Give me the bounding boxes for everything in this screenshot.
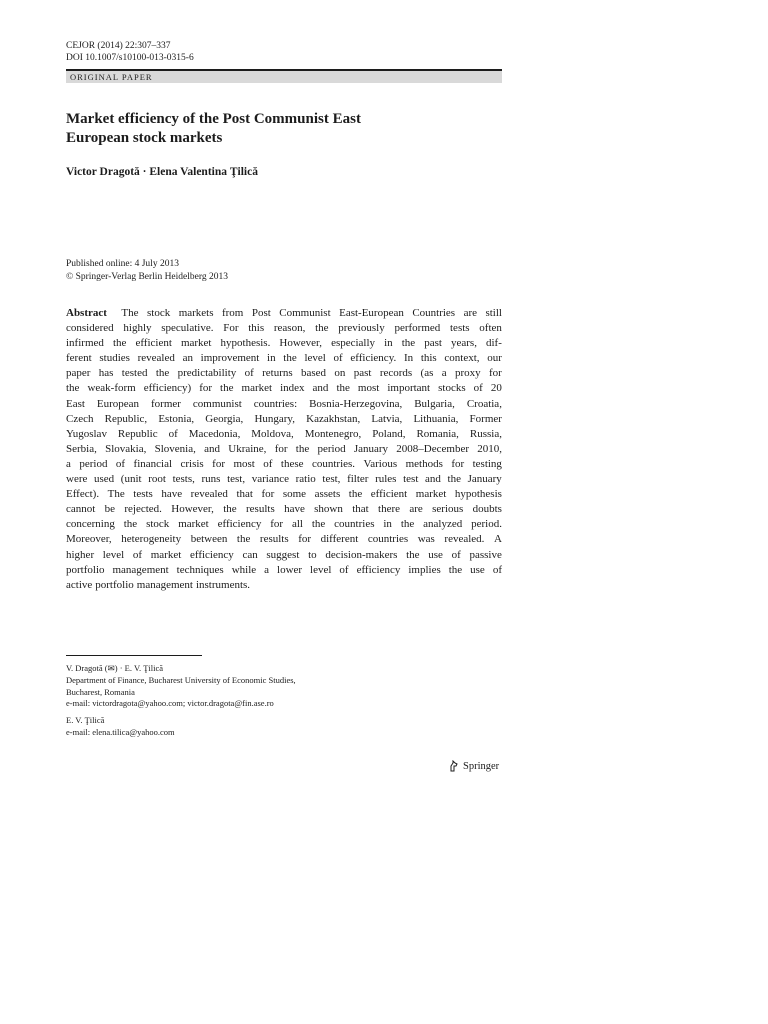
abstract-word: techniques [176, 563, 224, 576]
abstract-word: root [148, 473, 166, 486]
abstract-word: studies [99, 352, 130, 365]
abstract-word: Macedonia, [188, 427, 241, 440]
abstract-word: that [352, 503, 369, 516]
abstract-word: results [246, 503, 275, 516]
abstract-word: passive [469, 548, 502, 561]
abstract-word: most [233, 457, 255, 470]
abstract-word: this [420, 352, 437, 365]
abstract-word: Ukraine, [228, 442, 267, 455]
abstract-word: European [96, 397, 140, 410]
abstract-word: for [298, 533, 312, 546]
abstract-word: Yugoslav [66, 427, 107, 440]
abstract-word: the [336, 382, 350, 395]
abstract-word: stock [146, 518, 170, 531]
abstract-word: for [451, 457, 465, 470]
abstract-word: A [493, 533, 502, 546]
abstract-word: have [284, 503, 305, 516]
abstract-label: Abstract [66, 307, 107, 319]
abstract-word: Czech [66, 412, 94, 425]
abstract-word: was [417, 533, 435, 546]
abstract-word: runs [201, 473, 221, 486]
abstract-word: often [479, 322, 502, 335]
abstract-word: be [104, 503, 116, 516]
abstract-word: However, [171, 503, 214, 516]
abstract-word: on [334, 367, 346, 380]
abstract-word: countries: [253, 397, 298, 410]
abstract-word: reason, [273, 322, 306, 335]
abstract-word: infirmed [66, 337, 104, 350]
abstract-word: 2008–December [396, 442, 469, 455]
abstract-word: the [223, 503, 237, 516]
abstract-word: previously [338, 322, 385, 335]
abstract-word: market [178, 518, 209, 531]
abstract-word: based [301, 367, 327, 380]
abstract-word: Communist [279, 307, 331, 319]
abstract-word: efficiency [189, 548, 234, 561]
abstract-word: most [357, 382, 380, 395]
abstract-word: of [333, 352, 343, 365]
publication-info [66, 258, 228, 283]
abstract-word: of [168, 427, 178, 440]
footnote-divider [66, 655, 202, 656]
copyright-notice: © Springer-Verlag Berlin Heidelberg 2013 [66, 271, 228, 282]
author-affiliations [66, 663, 296, 739]
abstract-word: paper [66, 367, 91, 380]
abstract-word: a [441, 367, 447, 380]
abstract-word: Bosnia-Herzegovina, [309, 397, 403, 410]
abstract-word: efficient [370, 488, 408, 501]
abstract-word: management [136, 578, 193, 591]
abstract-word: of [115, 457, 126, 470]
abstract-word: Moldova, [251, 427, 294, 440]
abstract-word: communist [192, 397, 242, 410]
abstract-line [66, 457, 502, 472]
abstract-word: portfolio [95, 578, 134, 591]
abstract-word: revealed [137, 352, 175, 365]
abstract-word: rules [375, 473, 397, 486]
abstract-word: and [312, 382, 329, 395]
abstract-word: returns [262, 367, 293, 380]
abstract-word: financial [133, 457, 173, 470]
abstract-word: past [424, 337, 442, 350]
abstract-word: all [291, 518, 303, 531]
abstract-word: East [66, 397, 85, 410]
abstract-word: records [379, 367, 413, 380]
abstract-word: assets [314, 488, 341, 501]
abstract-line [66, 532, 502, 547]
abstract-word: in [384, 337, 393, 350]
abstract-word: for [274, 442, 288, 455]
title-line: European stock markets [66, 130, 223, 146]
abstract-word: Kazakhstan, [306, 412, 361, 425]
abstract-word: efficiency [217, 518, 262, 531]
email-line: e-mail: victordragota@yahoo.com; victor.dragota@fin.ase.ro [66, 698, 274, 709]
abstract-word: results [259, 533, 289, 546]
abstract-word: Georgia, [205, 412, 244, 425]
abstract-line [66, 427, 502, 442]
abstract-word: some [282, 488, 307, 501]
abstract-word: can [242, 548, 258, 561]
abstract-word: (unit [120, 473, 142, 486]
abstract-word: performed [394, 322, 441, 335]
abstract-word: Montenegro, [304, 427, 362, 440]
abstract-word: markets [178, 307, 214, 319]
abstract-word: that [236, 488, 253, 501]
abstract-word: the [448, 563, 463, 576]
abstract-word: tested [121, 367, 148, 380]
abstract-word: the [401, 337, 416, 350]
abstract-word: Effect). [66, 488, 100, 501]
abstract-word: has [98, 367, 114, 380]
abstract-word: while [231, 563, 257, 576]
abstract-word: former [151, 397, 181, 410]
abstract-word: level [304, 352, 326, 365]
abstract-word: countries [334, 518, 375, 531]
springer-horse-icon [448, 760, 460, 772]
abstract-word: the [123, 518, 138, 531]
abstract-word: context, [444, 352, 480, 365]
abstract-word: analyzed [423, 518, 463, 531]
abstract-word: Countries [412, 307, 456, 319]
abstract-word: test, [227, 473, 246, 486]
abstract-word: proxy [454, 367, 481, 380]
abstract-word: Croatia, [466, 397, 502, 410]
abstract-word: market [150, 548, 182, 561]
abstract-word: suggest [266, 548, 300, 561]
abstract-word: these [280, 457, 304, 470]
abstract-word: efficiency [356, 563, 401, 576]
abstract-word: Republic, [104, 412, 148, 425]
abstract-word: portfolio [66, 563, 105, 576]
abstract-word: the [295, 442, 310, 455]
abstract-word: doubts [472, 503, 502, 516]
abstract-word: January [353, 442, 389, 455]
abstract-word: variance [251, 473, 289, 486]
abstract [66, 306, 502, 593]
doi: DOI 10.1007/s10100-013-0315-6 [66, 53, 194, 63]
abstract-word: Moreover, [66, 533, 112, 546]
abstract-word: level [310, 563, 332, 576]
abstract-word: rejected. [124, 503, 162, 516]
affiliation-line: E. V. Ţilică [66, 715, 105, 726]
title-line: Market efficiency of the Post Communist East [66, 111, 361, 127]
abstract-word: Slovakia, [105, 442, 147, 455]
abstract-word: Republic [117, 427, 158, 440]
abstract-word: to [308, 548, 317, 561]
abstract-word: level [102, 548, 125, 561]
abstract-word: were [66, 473, 88, 486]
abstract-word: revealed. [444, 533, 485, 546]
paper-page [66, 0, 502, 1024]
abstract-word: efficiency) [143, 382, 192, 395]
abstract-line [66, 351, 502, 366]
abstract-word: use [470, 563, 485, 576]
abstract-line [66, 381, 502, 396]
abstract-word: the [406, 548, 420, 561]
abstract-word: in [383, 518, 392, 531]
abstract-word: filter [347, 473, 369, 486]
abstract-word: Slovenia, [154, 442, 196, 455]
article-type-label: ORIGINAL PAPER [70, 72, 153, 82]
abstract-word: this [248, 322, 265, 335]
email-line: e-mail: elena.tilica@yahoo.com [66, 726, 175, 737]
abstract-word: instruments. [195, 578, 251, 591]
abstract-word: past [353, 367, 372, 380]
abstract-line [66, 487, 502, 502]
abstract-word: a [264, 563, 270, 576]
article-type-bar [66, 69, 502, 83]
journal-citation: CEJOR (2014) 22:307–337 [66, 41, 171, 51]
abstract-word: market [241, 382, 273, 395]
abstract-word: period [317, 442, 346, 455]
abstract-line [66, 321, 502, 336]
abstract-word: hypothesis [454, 488, 502, 501]
abstract-word: cannot [66, 503, 96, 516]
abstract-word: Former [469, 412, 502, 425]
abstract-word: January [467, 473, 502, 486]
abstract-word: East-European [339, 307, 404, 319]
abstract-word: of [451, 548, 461, 561]
publisher-name: Springer [463, 760, 500, 772]
abstract-word: use [428, 548, 443, 561]
abstract-word: are [463, 307, 477, 319]
abstract-word: active [66, 578, 93, 591]
abstract-word: tests [450, 322, 470, 335]
abstract-word: speculative. [161, 322, 214, 335]
abstract-word: (as [420, 367, 434, 380]
abstract-word: between [190, 533, 228, 546]
abstract-word: The [121, 307, 139, 319]
abstract-line [66, 517, 502, 532]
abstract-word: years, [450, 337, 477, 350]
publisher-logo [448, 760, 499, 772]
abstract-word: of [263, 457, 273, 470]
abstract-line [66, 397, 502, 412]
abstract-word: shown [314, 503, 343, 516]
abstract-word: have [161, 488, 183, 501]
abstract-line [66, 336, 502, 351]
abstract-word: an [182, 352, 193, 365]
abstract-word: of [244, 367, 254, 380]
abstract-line [66, 442, 502, 457]
abstract-word: dif- [486, 337, 502, 350]
abstract-line [66, 366, 502, 381]
abstract-word: Post [251, 307, 271, 319]
abstract-word: 2010, [477, 442, 502, 455]
affiliation-line: Bucharest, Romania [66, 686, 135, 697]
published-date: Published online: 4 July 2013 [66, 259, 179, 269]
abstract-word: period [79, 457, 108, 470]
abstract-word: our [487, 352, 502, 365]
abstract-word: hypothesis. [220, 337, 271, 350]
abstract-word: lower [277, 563, 303, 576]
abstract-word: concerning [66, 518, 115, 531]
abstract-word: implies [408, 563, 441, 576]
abstract-line [66, 412, 502, 427]
abstract-word: Lithuania, [413, 412, 459, 425]
abstract-word: efficient [135, 337, 172, 350]
abstract-word: for [199, 382, 213, 395]
abstract-word: test, [322, 473, 341, 486]
affiliation-line: V. Dragotă (✉) · E. V. Ţilică [66, 663, 164, 673]
abstract-word: tests, [172, 473, 195, 486]
abstract-word: the [112, 337, 127, 350]
abstract-word: index [280, 382, 305, 395]
abstract-word: of [132, 548, 143, 561]
abstract-word: weak-form [87, 382, 136, 395]
abstract-word: Hungary, [254, 412, 295, 425]
abstract-word: methods [405, 457, 443, 470]
abstract-word: market [415, 488, 447, 501]
abstract-line [66, 502, 502, 517]
abstract-word: from [221, 307, 244, 319]
abstract-word: crisis [180, 457, 204, 470]
abstract-line [66, 578, 502, 593]
abstract-word: In [403, 352, 414, 365]
abstract-word: are [409, 503, 423, 516]
abstract-word: The [107, 488, 125, 501]
abstract-word: the [447, 473, 461, 486]
abstract-word: heterogeneity [121, 533, 182, 546]
abstract-word: management [112, 563, 169, 576]
abstract-word: different [320, 533, 359, 546]
abstract-word: a [66, 457, 71, 470]
abstract-word: for [270, 518, 284, 531]
abstract-word: period. [471, 518, 502, 531]
abstract-word: for [212, 457, 225, 470]
abstract-word: For [223, 322, 239, 335]
abstract-word: 20 [490, 382, 502, 395]
abstract-line [66, 472, 502, 487]
abstract-word: the [155, 367, 170, 380]
abstract-word: decision-makers [325, 548, 398, 561]
abstract-word: countries [367, 533, 409, 546]
abstract-word: ferent [66, 352, 92, 365]
abstract-word: Romania, [416, 427, 459, 440]
abstract-word: the [311, 518, 326, 531]
abstract-word: stock [146, 307, 171, 319]
paper-title [66, 110, 502, 148]
abstract-word: for [261, 488, 275, 501]
affiliation-line: Department of Finance, Bucharest University of Economic Studies, [66, 674, 296, 685]
abstract-word: important [387, 382, 431, 395]
abstract-word: the [220, 382, 234, 395]
abstract-word: Various [363, 457, 398, 470]
abstract-word: Serbia, [66, 442, 97, 455]
abstract-word: highly [123, 322, 152, 335]
abstract-word: Poland, [372, 427, 406, 440]
abstract-word: Bulgaria, [414, 397, 455, 410]
abstract-word: the [236, 533, 251, 546]
abstract-line [66, 563, 502, 578]
abstract-word: test [403, 473, 419, 486]
abstract-word: and [204, 442, 220, 455]
abstract-word: of [473, 382, 483, 395]
abstract-word: higher [66, 548, 95, 561]
abstract-word: market [180, 337, 212, 350]
abstract-word: in [267, 352, 276, 365]
abstract-word: Latvia, [371, 412, 403, 425]
abstract-line [66, 548, 502, 563]
abstract-word: the [348, 488, 363, 501]
abstract-word: the [283, 352, 297, 365]
abstract-word: stocks [438, 382, 466, 395]
abstract-word: predictability [177, 367, 237, 380]
abstract-word: However, [279, 337, 323, 350]
abstract-word: the [400, 518, 415, 531]
abstract-word: ratio [295, 473, 316, 486]
abstract-word: especially [331, 337, 376, 350]
abstract-word: countries. [311, 457, 356, 470]
abstract-word: and [425, 473, 441, 486]
abstract-word: the [66, 382, 80, 395]
abstract-word: considered [66, 322, 114, 335]
abstract-word: serious [432, 503, 464, 516]
abstract-word: of [339, 563, 349, 576]
journal-reference [66, 40, 194, 64]
abstract-word: tests [133, 488, 153, 501]
abstract-word: still [485, 307, 502, 319]
abstract-word: efficiency. [350, 352, 397, 365]
abstract-word: of [492, 563, 502, 576]
abstract-word: revealed [190, 488, 228, 501]
abstract-line [66, 306, 502, 321]
abstract-word: testing [472, 457, 502, 470]
abstract-word: there [378, 503, 401, 516]
abstract-word: Estonia, [158, 412, 195, 425]
abstract-word: for [488, 367, 502, 380]
abstract-word: Russia, [469, 427, 502, 440]
abstract-word: used [94, 473, 115, 486]
authors: Victor Dragotă · Elena Valentina Ţilică [66, 166, 258, 178]
abstract-word: the [315, 322, 329, 335]
abstract-word: improvement [200, 352, 260, 365]
